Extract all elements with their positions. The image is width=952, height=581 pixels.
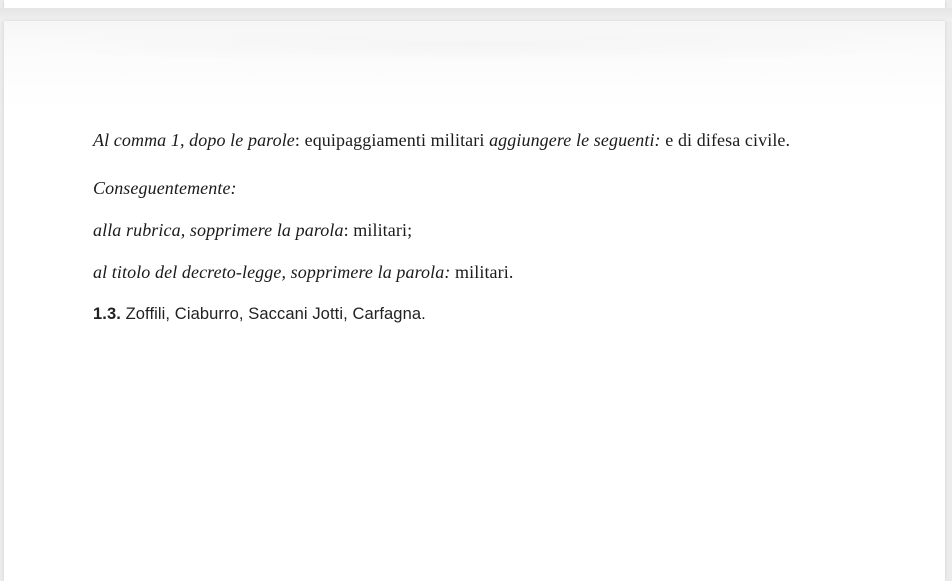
previous-page-bottom-edge xyxy=(4,0,945,8)
amendment-line-4 xyxy=(93,251,892,293)
amendment-number: 1.3. xyxy=(93,305,121,323)
page-separator xyxy=(0,8,952,21)
amendment-line-4-italic-1: al titolo del decreto-legge, sopprimere la parola: xyxy=(93,262,451,282)
amendment-text-block xyxy=(93,119,892,335)
amendment-line-2-italic-1: Conseguentemente: xyxy=(93,178,237,198)
amendment-line-1 xyxy=(93,119,892,161)
amendment-line-1-roman-2: e di difesa civile. xyxy=(660,130,791,150)
amendment-line-1-italic-2: aggiungere le seguenti: xyxy=(489,130,661,150)
amendment-line-4-roman-1: militari. xyxy=(450,262,514,282)
amendment-line-1-roman-1: : equipaggiamenti militari xyxy=(294,130,490,150)
scan-shading xyxy=(24,29,925,63)
amendment-line-2 xyxy=(93,167,892,209)
amendment-line-3-roman-1: : militari; xyxy=(343,220,413,240)
amendment-signatories: Zoffili, Ciaburro, Saccani Jotti, Carfagna. xyxy=(120,305,426,323)
amendment-line-3 xyxy=(93,209,892,251)
amendment-line-1-italic-1: Al comma 1, dopo le parole xyxy=(93,130,295,150)
amendment-signature-line xyxy=(93,293,892,335)
amendment-line-3-italic-1: alla rubrica, sopprimere la parola xyxy=(93,220,344,240)
